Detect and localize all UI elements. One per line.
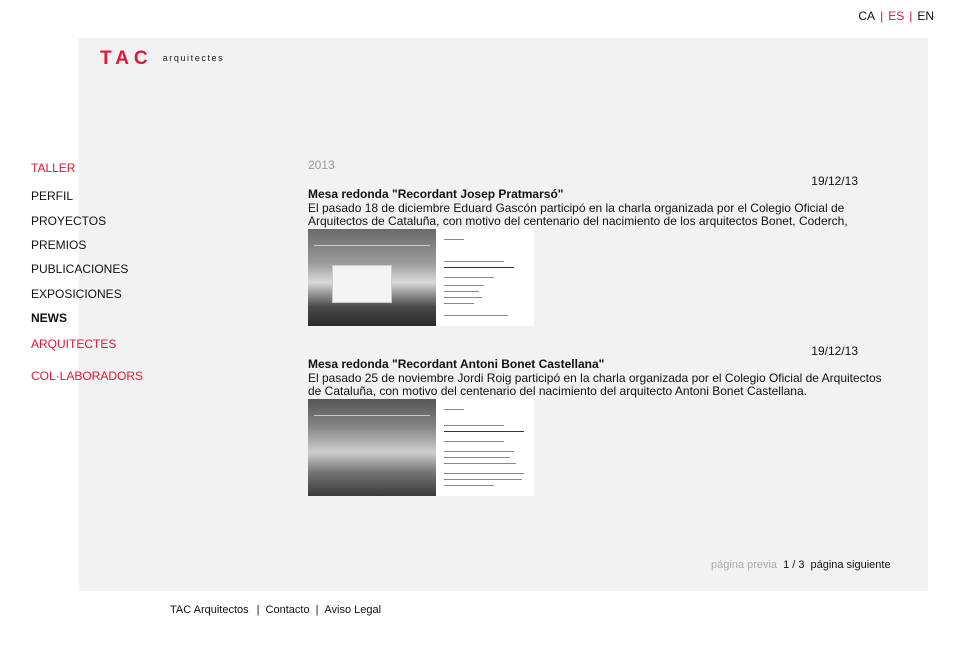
nav-item-taller[interactable]: TALLER: [31, 161, 76, 175]
nav-item-colaboradors[interactable]: COL·LABORADORS: [31, 369, 144, 383]
pagination: [711, 559, 891, 571]
logo-brand: TAC: [100, 48, 153, 69]
pager-current: 1 / 3: [783, 559, 805, 571]
footer-tac-link[interactable]: TAC Arquitectos: [170, 604, 249, 616]
nav-item-premios[interactable]: PREMIOS: [31, 238, 87, 252]
article-date: 19/12/13: [811, 174, 858, 188]
footer-contacto-link[interactable]: Contacto: [265, 604, 310, 616]
article-body: El pasado 25 de noviembre Jordi Roig participó en la charla organizada por el Colegio Oficial de Arquitectos de Cataluña, con motivo del centenario del nacimiento del arquitecto Antoni Bonet Castellana.: [308, 371, 882, 398]
nav-item-perfil[interactable]: PERFIL: [31, 189, 74, 203]
nav-item-publicaciones[interactable]: PUBLICACIONES: [31, 262, 129, 276]
footer: [170, 604, 381, 616]
lang-es[interactable]: ES: [888, 9, 905, 23]
lang-en[interactable]: EN: [917, 9, 934, 23]
nav-item-arquitectes[interactable]: ARQUITECTES: [31, 337, 117, 351]
article-body: El pasado 18 de diciembre Eduard Gascón participó en la charla organizada por el Colegio Oficial de Arquitectos de Cataluña, con motivo del centenario del nacimiento de los arquitectos Bonet, Coderch,: [308, 201, 848, 228]
nav-item-proyectos[interactable]: PROYECTOS: [31, 214, 107, 228]
nav-item-exposiciones[interactable]: EXPOSICIONES: [31, 287, 122, 301]
lang-ca[interactable]: CA: [858, 9, 876, 23]
photo-image: [308, 229, 436, 326]
pager-prev: página previa: [711, 559, 778, 571]
article-date: 19/12/13: [811, 344, 858, 358]
logo-subtitle: arquitectes: [162, 53, 225, 63]
footer-separator: |: [315, 604, 319, 616]
nav-item-news[interactable]: NEWS: [31, 311, 67, 325]
footer-aviso-link[interactable]: Aviso Legal: [324, 604, 382, 616]
article-title[interactable]: Mesa redonda "Recordant Antoni Bonet Castellana": [308, 357, 605, 371]
year-heading: 2013: [308, 158, 335, 172]
language-switcher: [858, 9, 934, 23]
photo-image: [308, 399, 436, 496]
invitation-image: [436, 229, 534, 326]
logo[interactable]: [100, 48, 224, 70]
article-image[interactable]: [308, 399, 534, 496]
lang-separator: |: [880, 9, 884, 23]
article-image[interactable]: [308, 229, 534, 326]
invitation-image: [436, 399, 534, 496]
pager-next[interactable]: página siguiente: [810, 559, 891, 571]
lang-separator: |: [909, 9, 913, 23]
article-title[interactable]: Mesa redonda "Recordant Josep Pratmarsó": [308, 187, 564, 201]
footer-separator: |: [256, 604, 260, 616]
